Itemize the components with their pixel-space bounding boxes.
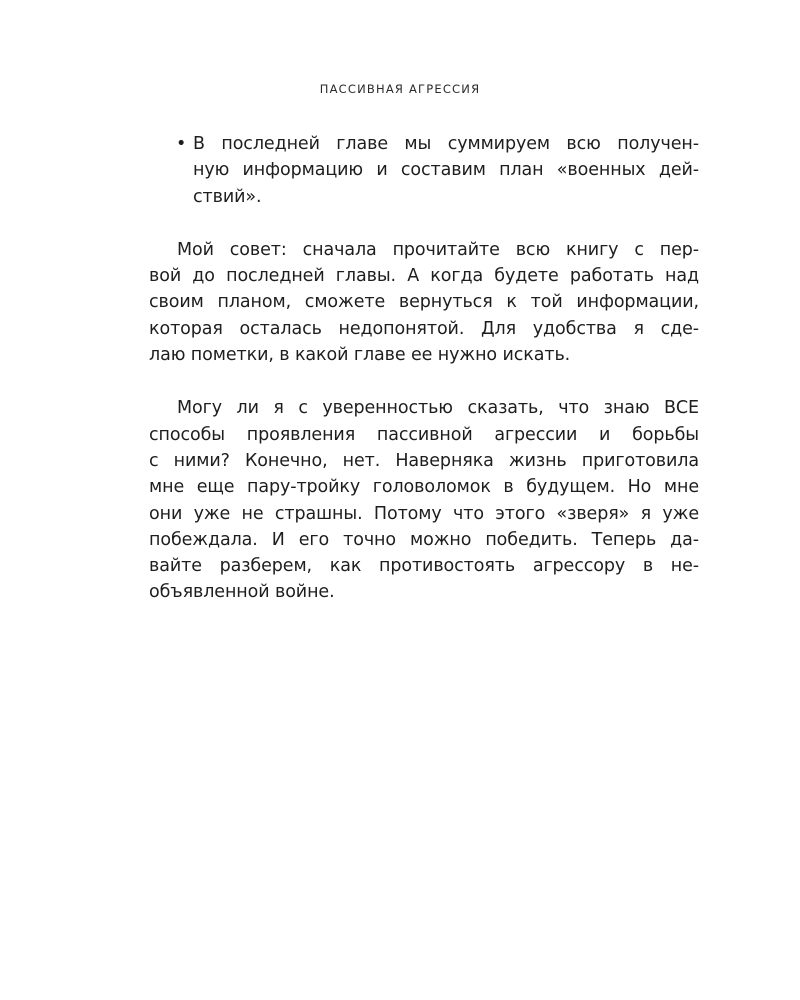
text-line: Мой совет: сначала прочитайте всю книгу с пер-: [177, 239, 699, 260]
text-line: вайте разберем, как противостоять агрессору в не-: [149, 556, 699, 577]
text-line: мне еще пару-тройку головоломок в будущем. Но мне: [149, 477, 699, 498]
text-line: объявленной войне.: [149, 582, 335, 603]
text-line: ную информацию и составим план «военных дей-: [193, 160, 699, 181]
bullet-list-item: [149, 131, 699, 210]
text-line: вой до последней главы. А когда будете работать над: [149, 266, 699, 287]
text-line: побеждала. И его точно можно победить. Теперь да-: [149, 529, 699, 550]
text-line: Могу ли я с уверенностью сказать, что знаю ВСЕ: [177, 398, 699, 419]
text-line: своим планом, сможете вернуться к той информации,: [149, 292, 699, 313]
text-line: лаю пометки, в какой главе ее нужно искать.: [149, 345, 571, 366]
text-line: они уже не страшны. Потому что этого «зверя» я уже: [149, 503, 699, 524]
text-line: В последней главе мы суммируем всю получен-: [193, 134, 699, 154]
paragraph-advice: [149, 237, 699, 368]
text-line: которая осталась недопонятой. Для удобства я сде-: [149, 318, 699, 339]
page-body: [149, 131, 699, 633]
text-line: ствий».: [193, 186, 262, 207]
paragraph-confidence: [149, 395, 699, 605]
bullet-icon: •: [176, 134, 187, 154]
text-line: с ними? Конечно, нет. Наверняка жизнь приготовила: [149, 450, 699, 471]
running-header: ПАССИВНАЯ АГРЕССИЯ: [319, 82, 481, 96]
text-line: способы проявления пассивной агрессии и борьбы: [149, 424, 699, 445]
